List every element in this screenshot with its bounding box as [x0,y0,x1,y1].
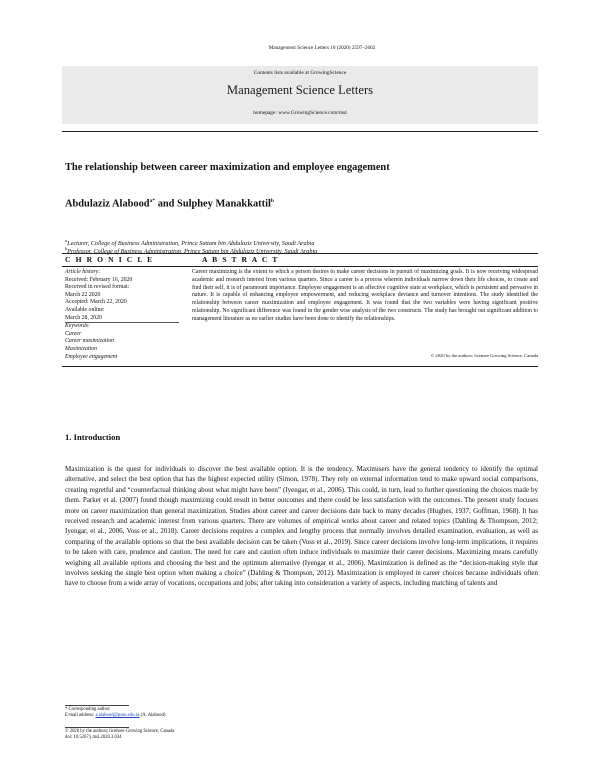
author-1: Abdulaziz Alabood [65,198,150,210]
keyword: Employee engagement [65,353,118,360]
introduction-paragraph: Maximization is the quest for individuals to discover the best available option. It is the tendency. Maximisers have the general tendency to identify the optimal alternative, and select the best option that has the highest expected utility (Simon, 1978). They rely on external information tend to make upward social comparisons, creating regretful and “counterfactual thinking about what might have been” (Iyengar, et al., 2006). This could, in turn, lead to further questioning the choices made by them. Parker et al. (2007) found though maximizing could result in better outcomes and there could be less satisfaction with the outcomes. The present study focuses more on career maximization than general maximization. Studies about career and career decisions date back to many decades (Hughes, 1937; Goffman, 1968). It has received research and academic interest from various quarters. There are volumes of empirical works about career and related topics (Dahling & Thompson, 2012; Iyengar, et al., 2006, Voss et al., 2018). Career decisions requires a complex and lengthy process that normally involves detailed examination, evaluation, as well as comparing of the available options so that the best available decision can be taken (Voss et al., 2019). Since career decisions involve long-term implications, it requires to be taken with care, prudence and caution. The need for care and caution often induce individuals to maximize their career decisions. Maximizing means carefully weighing all available options and choosing the best and the optimum alternative (Iyengar et al., 2006). Maximization is defined as the “decision-making style that involves seeking the single best option when making a choice” (Dahling & Thompson, 2012). Maximization is employed in career choices because individuals often have to choose from a wide array of vocations, occupations and jobs; after taking into consideration a variety of aspects, including matching of talents and [65,465,538,588]
author-conjunction: and [155,198,178,210]
journal-masthead [62,66,538,124]
corresponding-author-note: * Corresponding author. [65,707,111,712]
keywords-label: Keywords: [65,323,90,330]
journal-reference: Management Science Letters 10 (2020) 2597–2602 [268,45,376,51]
abstract-bottom-rule [62,366,538,367]
abstract-copyright: © 2020 by the authors; licensee Growing Science, Canada [430,353,538,358]
section-heading-introduction: 1. Introduction [65,432,121,442]
history-line: Received in revised format: [65,284,130,291]
history-line: March 28, 2020 [65,315,179,324]
email-name: (A. Alabood) [139,713,166,718]
info-top-rule [62,253,538,254]
chronicle-heading: C H R O N I C L E [65,255,154,264]
email-note [65,713,165,719]
history-line: Accepted: March 22, 2020 [65,299,127,306]
article-title: The relationship between career maximization and employee engagement [65,162,390,173]
footer-doi: doi: 10.5267/j.msl.2020.3.034 [65,735,122,740]
keyword: Career [65,330,82,337]
history-line: Received: February 16, 2020 [65,276,133,283]
author-1-marker: a* [149,198,156,204]
journal-title: Management Science Letters [226,83,374,97]
footer-rule [65,727,129,728]
affiliation-b-marker: b [65,246,68,251]
abstract-text: Career maximizing is the extent to which a person desires to make career decisions in pursuit of maximizing goals. It is now receiving widespread academic and research interest from various quarters. Since a career is a process wherein individuals narrow down their life choices, to create and find their self, it is of paramount importance. Employee engagement is an affective cognitive state at workplace, which is persistent and pervasive in nature. It is capable of enhancing employee empowerment, and reducing workplace deviance and turnover intentions. The study identified the relationship between career maximization and employee engagement. It was found that the two variables were having significant positive relationship. No significant difference was found in the gender wise analysis of the two constructs. The study has brought out significant addition to management literature as no earlier studies have been done to identify the relationships. [192,269,538,322]
header-divider [62,131,538,132]
author-list [65,198,274,209]
contents-line: Contents lists available at GrowingScience [253,70,347,76]
footer-copyright: © 2020 by the authors; licensee Growing Science, Canada [65,729,175,734]
footnote-rule [65,705,129,706]
keyword: Maximization [65,345,97,352]
history-line: Available online: [65,306,105,313]
author-2-marker: b [270,198,274,204]
abstract-heading: A B S T R A C T [202,255,279,264]
email-label: E-mail address: [65,713,96,718]
affiliation-b-text: Professor, College of Business Administration, Prince Sattam bin Abdulaziz University, Saudi Arabia [67,248,318,256]
email-link[interactable]: a.alabood@psau.edu.sa [95,713,140,718]
history-line: March 22 2020 [65,291,101,298]
info-mid-rule [62,266,538,267]
homepage-link[interactable]: homepage: www.GrowingScience.com/msl [253,110,347,116]
affiliation-a-marker: a [65,238,68,243]
affiliation-a-text: Lecturer, College of Business Administration, Prince Sattam bin Abdulaziz University, Saudi Arabia [67,240,315,248]
author-2: Sulphey Manakkattil [177,198,271,210]
history-line: Article history: [65,269,101,275]
article-history [65,269,179,361]
keyword: Career maximization [65,338,114,345]
